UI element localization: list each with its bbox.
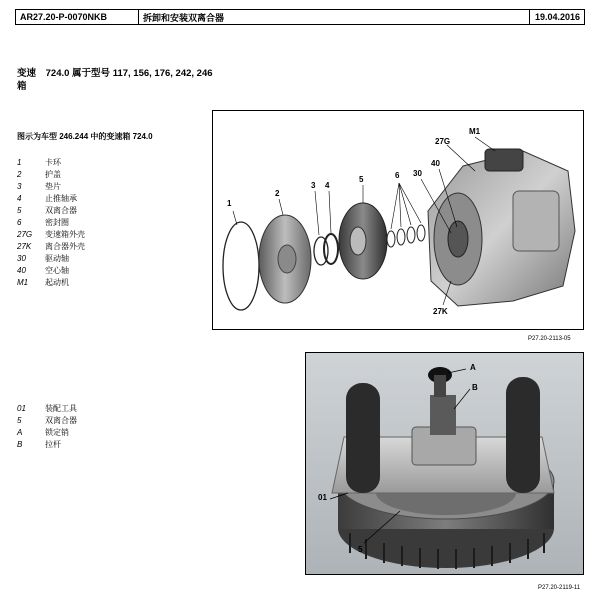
legend-text: 双离合器 xyxy=(45,205,77,215)
legend-item xyxy=(17,414,77,426)
legend-key: B xyxy=(17,439,23,449)
legend-text: 止推轴承 xyxy=(45,193,77,203)
left-handle xyxy=(346,383,380,493)
legend-text: 垫片 xyxy=(45,181,61,191)
legend-item xyxy=(17,192,85,204)
seal-ring-part xyxy=(417,225,425,241)
legend-key: 6 xyxy=(17,217,22,227)
callout-27k: 27K xyxy=(433,307,448,316)
legend-text: 空心轴 xyxy=(45,265,69,275)
figure2-legend xyxy=(17,402,77,450)
callout-1: 1 xyxy=(227,199,232,208)
hollow-shaft xyxy=(448,221,468,257)
callout-3: 3 xyxy=(311,181,316,190)
seal-ring-part xyxy=(407,227,415,243)
legend-key: 4 xyxy=(17,193,22,203)
exploded-view-drawing xyxy=(213,111,583,329)
figure1-reference: P27.20-2113-05 xyxy=(528,336,571,342)
legend-item xyxy=(17,180,85,192)
legend-item xyxy=(17,216,85,228)
legend-key: 30 xyxy=(17,253,26,263)
legend-item xyxy=(17,156,85,168)
document-number: AR27.20-P-0070NKB xyxy=(16,10,139,24)
callout-5: 5 xyxy=(358,545,363,554)
legend-item xyxy=(17,264,85,276)
right-handle xyxy=(506,377,540,493)
legend-key: A xyxy=(17,427,23,437)
snap-ring-part xyxy=(223,222,259,310)
applicability-label-1: 变速 xyxy=(17,68,37,79)
cover-hub xyxy=(278,245,296,273)
legend-text: 驱动轴 xyxy=(45,253,69,263)
legend-item xyxy=(17,252,85,264)
figure2-reference: P27.20-2119-11 xyxy=(538,585,581,591)
applicability xyxy=(17,67,213,93)
callout-01: 01 xyxy=(318,493,327,502)
locking-pin-shaft xyxy=(434,375,446,397)
legend-key: 5 xyxy=(17,415,22,425)
legend-text: 锁定销 xyxy=(45,427,69,437)
legend-text: 拉杆 xyxy=(45,439,61,449)
figure1-caption: 图示为车型 246.244 中的变速箱 724.0 xyxy=(17,132,153,141)
legend-key: 01 xyxy=(17,403,26,413)
legend-key: 1 xyxy=(17,157,22,167)
applicability-text: 724.0 属于型号 117, 156, 176, 242, 246 xyxy=(45,68,213,79)
document-title: 拆卸和安装双离合器 xyxy=(139,10,530,24)
legend-item xyxy=(17,228,85,240)
callout-b: B xyxy=(472,383,478,392)
legend-item xyxy=(17,276,85,288)
seal-ring-part xyxy=(397,229,405,245)
legend-item xyxy=(17,402,77,414)
legend-key: M1 xyxy=(17,277,29,287)
callout-4: 4 xyxy=(325,181,330,190)
figure1-legend xyxy=(17,156,85,288)
dual-clutch-hub xyxy=(350,227,366,255)
assembly-photo-drawing xyxy=(306,353,583,574)
legend-text: 变速箱外壳 xyxy=(45,229,85,239)
legend-key: 5 xyxy=(17,205,22,215)
legend-text: 起动机 xyxy=(45,277,69,287)
callout-40: 40 xyxy=(431,159,440,168)
applicability-label-2: 箱 xyxy=(17,81,27,92)
figure1-exploded-view xyxy=(212,110,584,330)
legend-text: 密封圈 xyxy=(45,217,69,227)
housing-detail xyxy=(513,191,559,251)
figure2-assembly-photo xyxy=(305,352,584,575)
legend-text: 装配工具 xyxy=(45,403,77,413)
document-date: 19.04.2016 xyxy=(534,12,580,22)
legend-item xyxy=(17,168,85,180)
thrust-bearing-part xyxy=(324,234,338,264)
legend-item xyxy=(17,438,77,450)
legend-item xyxy=(17,204,85,216)
callout-6: 6 xyxy=(395,171,400,180)
legend-key: 27K xyxy=(17,241,32,251)
callout-a: A xyxy=(470,363,476,372)
seal-ring-part xyxy=(387,231,395,247)
callout-30: 30 xyxy=(413,169,422,178)
legend-text: 离合器外壳 xyxy=(45,241,85,251)
callout-m1: M1 xyxy=(469,127,481,136)
legend-item xyxy=(17,426,77,438)
legend-key: 2 xyxy=(17,169,22,179)
document-header xyxy=(15,9,585,25)
legend-key: 40 xyxy=(17,265,26,275)
callout-2: 2 xyxy=(275,189,280,198)
legend-item xyxy=(17,240,85,252)
callout-5: 5 xyxy=(359,175,364,184)
legend-key: 27G xyxy=(17,229,33,239)
pull-rod xyxy=(430,395,456,435)
legend-key: 3 xyxy=(17,181,22,191)
legend-text: 卡环 xyxy=(45,157,61,167)
starter-motor xyxy=(485,149,523,171)
legend-text: 双离合器 xyxy=(45,415,77,425)
legend-text: 护盖 xyxy=(45,169,61,179)
callout-27g: 27G xyxy=(435,137,451,146)
